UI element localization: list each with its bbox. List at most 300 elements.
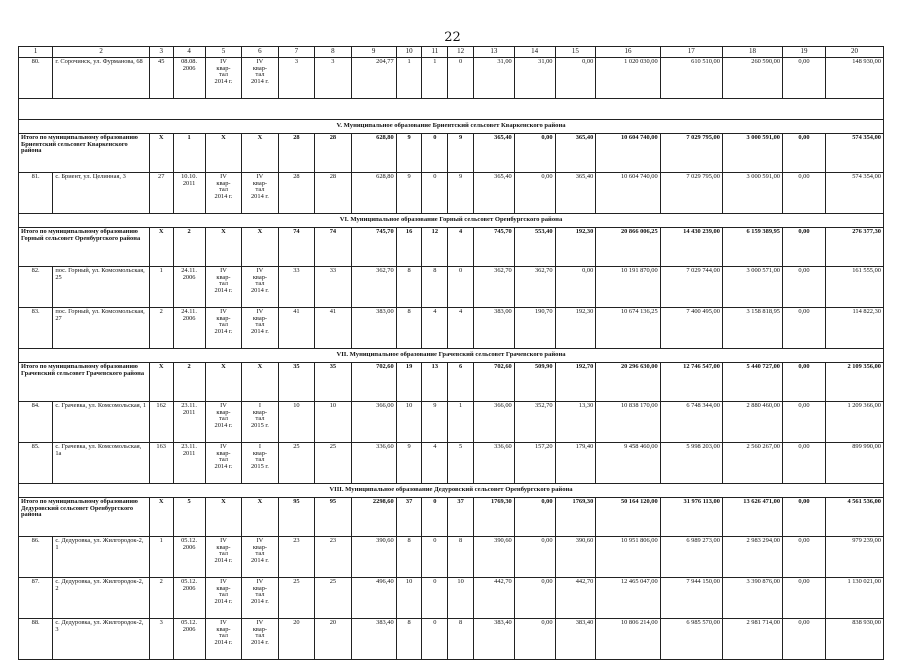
- cell-value: 0: [422, 173, 448, 214]
- cell-value: 23: [278, 537, 314, 578]
- quarter-line: тал: [218, 456, 228, 464]
- cell-value: 442,70: [555, 578, 596, 619]
- cell-value: 2 560 267,00: [722, 443, 782, 484]
- row-number: 86.: [19, 537, 53, 578]
- subtotal-value: 19: [396, 363, 422, 402]
- subtotal-value: 553,40: [514, 228, 555, 267]
- cell-value: 31,00: [514, 58, 555, 99]
- cell-value: 3 390 876,00: [722, 578, 782, 619]
- date-cell: 05.12. 2006: [173, 537, 205, 578]
- row-number: 87.: [19, 578, 53, 619]
- cell-value: 366,00: [473, 402, 514, 443]
- quarter-line: IV: [220, 443, 227, 450]
- quarter-cell: [242, 537, 278, 578]
- cell-value: 390,60: [351, 537, 396, 578]
- quarter-line: IV: [256, 173, 264, 180]
- quarter-cell: [205, 173, 241, 214]
- col-header: 13: [473, 47, 514, 58]
- quarter-line: тал: [218, 632, 228, 640]
- cell-value: 5 998 203,00: [660, 443, 722, 484]
- cell-value: 12 465 047,00: [596, 578, 660, 619]
- quarter-cell: [242, 443, 278, 484]
- cell-value: 3: [278, 58, 314, 99]
- cell-value: 20: [278, 619, 314, 660]
- section-heading: VII. Муниципальное образование Грачевский сельсовет Грачевского района: [19, 349, 884, 363]
- quarter-line: 2014 г.: [250, 557, 269, 565]
- col-header: 20: [825, 47, 883, 58]
- cell-value: 10: [278, 402, 314, 443]
- section-heading: VI. Муниципальное образование Горный сельсовет Оренбургского района: [19, 214, 884, 228]
- cell-value: 496,40: [351, 578, 396, 619]
- address-cell: пос. Горный, ул. Комсомольская, 25: [53, 267, 150, 308]
- subtotal-value: 0,00: [783, 498, 826, 537]
- subtotal-label: Итого по муниципальному образованию Дедуровский сельсовет Оренбургского района: [19, 498, 150, 537]
- quarter-line: квар-: [216, 584, 231, 592]
- cell-value: 0,00: [555, 267, 596, 308]
- subtotal-value: 5: [173, 498, 205, 537]
- subtotal-value: 2298,60: [351, 498, 396, 537]
- subtotal-value: 12: [422, 228, 448, 267]
- subtotal-value: 35: [278, 363, 314, 402]
- date-cell: 05.12. 2006: [173, 578, 205, 619]
- cell-value: 383,40: [555, 619, 596, 660]
- column-number-row: [19, 47, 884, 58]
- table-row: [19, 537, 884, 578]
- quarter-line: 2014 г.: [250, 193, 269, 201]
- subtotal-value: X: [205, 134, 241, 173]
- subtotal-value: 95: [278, 498, 314, 537]
- quarter-cell: [205, 402, 241, 443]
- quarter-cell: [242, 308, 278, 349]
- cell-value: 5: [448, 443, 474, 484]
- cell-value: 10: [396, 578, 422, 619]
- cell-value: 8: [396, 537, 422, 578]
- date-cell: 24.11. 2006: [173, 267, 205, 308]
- quarter-cell: [242, 58, 278, 99]
- row-number: 82.: [19, 267, 53, 308]
- cell-value: 979 239,00: [825, 537, 883, 578]
- quarter-cell: [205, 578, 241, 619]
- cell-value: 9: [422, 402, 448, 443]
- cell-value: 148 930,00: [825, 58, 883, 99]
- cell-value: 2: [149, 308, 173, 349]
- cell-value: 9: [396, 443, 422, 484]
- section-heading-row: [19, 484, 884, 498]
- quarter-line: квар-: [216, 179, 231, 187]
- col-header: 7: [278, 47, 314, 58]
- cell-value: 1: [448, 402, 474, 443]
- subtotal-value: 745,70: [473, 228, 514, 267]
- subtotal-value: X: [242, 134, 278, 173]
- subtotal-value: X: [242, 363, 278, 402]
- subtotal-value: 14 430 239,00: [660, 228, 722, 267]
- quarter-line: квар-: [252, 408, 268, 416]
- cell-value: 2 880 460,00: [722, 402, 782, 443]
- quarter-line: квар-: [216, 273, 231, 281]
- quarter-line: квар-: [252, 179, 268, 187]
- quarter-line: квар-: [216, 449, 231, 457]
- quarter-line: тал: [218, 591, 228, 599]
- cell-value: 383,00: [351, 308, 396, 349]
- cell-value: 8: [396, 267, 422, 308]
- quarter-line: I: [258, 402, 261, 409]
- quarter-line: 2014 г.: [214, 78, 233, 86]
- cell-value: 628,80: [351, 173, 396, 214]
- cell-value: 0,00: [783, 619, 826, 660]
- quarter-line: 2014 г.: [214, 422, 233, 430]
- cell-value: 179,40: [555, 443, 596, 484]
- cell-value: 41: [315, 308, 351, 349]
- cell-value: 9: [396, 173, 422, 214]
- cell-value: 390,60: [473, 537, 514, 578]
- quarter-line: I: [258, 443, 261, 450]
- date-cell: 10.10. 2011: [173, 173, 205, 214]
- subtotal-value: 28: [278, 134, 314, 173]
- subtotal-value: 95: [315, 498, 351, 537]
- table-row: [19, 267, 884, 308]
- cell-value: 0,00: [783, 308, 826, 349]
- blank-row: [19, 99, 884, 120]
- quarter-line: IV: [220, 578, 227, 585]
- cell-value: 0,00: [555, 58, 596, 99]
- quarter-line: квар-: [252, 625, 268, 633]
- cell-value: 10 838 170,00: [596, 402, 660, 443]
- cell-value: 10 191 870,00: [596, 267, 660, 308]
- subtotal-row: [19, 228, 884, 267]
- cell-value: 1 209 366,00: [825, 402, 883, 443]
- cell-value: 3 000 571,00: [722, 267, 782, 308]
- cell-value: 10 604 740,00: [596, 173, 660, 214]
- subtotal-value: 37: [448, 498, 474, 537]
- cell-value: 33: [278, 267, 314, 308]
- cell-value: 41: [278, 308, 314, 349]
- cell-value: 0,00: [783, 267, 826, 308]
- row-number: 81.: [19, 173, 53, 214]
- cell-value: 4: [422, 308, 448, 349]
- cell-value: 2 981 714,00: [722, 619, 782, 660]
- subtotal-value: 365,40: [555, 134, 596, 173]
- cell-value: 0,00: [783, 578, 826, 619]
- address-cell: с. Грачевка, ул. Комсомольская, 1а: [53, 443, 150, 484]
- quarter-line: тал: [255, 632, 265, 640]
- cell-value: 352,70: [514, 402, 555, 443]
- date-cell: 23.11. 2011: [173, 443, 205, 484]
- subtotal-value: 20 866 006,25: [596, 228, 660, 267]
- cell-value: 390,60: [555, 537, 596, 578]
- subtotal-value: 192,30: [555, 228, 596, 267]
- address-cell: с. Бриент, ул. Целинная, 3: [53, 173, 150, 214]
- quarter-line: тал: [255, 415, 265, 423]
- quarter-line: IV: [220, 173, 227, 180]
- quarter-cell: [205, 58, 241, 99]
- col-header: 19: [783, 47, 826, 58]
- section-heading: VIII. Муниципальное образование Дедуровский сельсовет Оренбургского района: [19, 484, 884, 498]
- cell-value: 8: [448, 619, 474, 660]
- quarter-line: квар-: [252, 584, 268, 592]
- quarter-line: тал: [255, 280, 265, 288]
- subtotal-value: 0,00: [514, 134, 555, 173]
- subtotal-value: 0,00: [514, 498, 555, 537]
- cell-value: 7 400 495,00: [660, 308, 722, 349]
- subtotal-value: X: [149, 228, 173, 267]
- subtotal-value: 3 000 591,00: [722, 134, 782, 173]
- quarter-line: тал: [218, 280, 228, 288]
- table-row: [19, 58, 884, 99]
- section-heading-row: [19, 120, 884, 134]
- subtotal-value: 2: [173, 228, 205, 267]
- cell-value: 192,30: [555, 308, 596, 349]
- cell-value: 1: [422, 58, 448, 99]
- cell-value: 161 555,00: [825, 267, 883, 308]
- cell-value: 45: [149, 58, 173, 99]
- page-number: 22: [444, 30, 461, 45]
- cell-value: 4: [448, 308, 474, 349]
- quarter-line: квар-: [252, 449, 268, 457]
- subtotal-label: Итого по муниципальному образованию Грачевский сельсовет Грачевского района: [19, 363, 150, 402]
- cell-value: 3: [315, 58, 351, 99]
- cell-value: 365,40: [473, 173, 514, 214]
- table-row: [19, 308, 884, 349]
- cell-value: 3 000 591,00: [722, 173, 782, 214]
- quarter-line: 2014 г.: [214, 463, 233, 471]
- quarter-line: 2015 г.: [250, 422, 269, 430]
- cell-value: 7 944 150,00: [660, 578, 722, 619]
- cell-value: 6 985 570,00: [660, 619, 722, 660]
- quarter-line: 2014 г.: [214, 598, 233, 606]
- quarter-line: IV: [220, 267, 227, 274]
- cell-value: 10: [396, 402, 422, 443]
- cell-value: 1: [396, 58, 422, 99]
- subtotal-value: 37: [396, 498, 422, 537]
- quarter-line: 2014 г.: [250, 287, 269, 295]
- quarter-line: квар-: [216, 543, 231, 551]
- quarter-line: тал: [218, 321, 228, 329]
- subtotal-row: [19, 363, 884, 402]
- quarter-cell: [205, 267, 241, 308]
- subtotal-value: X: [242, 228, 278, 267]
- subtotal-value: X: [149, 134, 173, 173]
- subtotal-label: Итого по муниципальному образованию Бриентский сельсовет Кваркенского района: [19, 134, 150, 173]
- col-header: 2: [53, 47, 150, 58]
- cell-value: 0: [448, 267, 474, 308]
- cell-value: 838 930,00: [825, 619, 883, 660]
- address-cell: пос. Горный, ул. Комсомольская, 27: [53, 308, 150, 349]
- quarter-line: 2014 г.: [214, 287, 233, 295]
- cell-value: 366,00: [351, 402, 396, 443]
- quarter-line: 2014 г.: [250, 328, 269, 336]
- subtotal-value: 702,60: [473, 363, 514, 402]
- cell-value: 260 590,00: [722, 58, 782, 99]
- subtotal-value: 31 976 113,00: [660, 498, 722, 537]
- quarter-line: тал: [255, 550, 265, 558]
- cell-value: 20: [315, 619, 351, 660]
- quarter-line: IV: [256, 308, 264, 315]
- subtotal-value: 0,00: [783, 228, 826, 267]
- subtotal-value: 0: [422, 134, 448, 173]
- quarter-line: IV: [256, 537, 264, 544]
- subtotal-value: 13 626 471,00: [722, 498, 782, 537]
- quarter-line: 2014 г.: [214, 557, 233, 565]
- subtotal-value: 4: [448, 228, 474, 267]
- cell-value: 610 510,00: [660, 58, 722, 99]
- cell-value: 0,00: [783, 537, 826, 578]
- cell-value: 10 951 806,00: [596, 537, 660, 578]
- col-header: 11: [422, 47, 448, 58]
- cell-value: 1: [149, 537, 173, 578]
- subtotal-value: 20 296 630,00: [596, 363, 660, 402]
- subtotal-value: 702,60: [351, 363, 396, 402]
- cell-value: 0: [448, 58, 474, 99]
- cell-value: 33: [315, 267, 351, 308]
- subtotal-value: 16: [396, 228, 422, 267]
- quarter-line: тал: [218, 415, 228, 423]
- cell-value: 3 158 818,95: [722, 308, 782, 349]
- quarter-line: 2014 г.: [250, 598, 269, 606]
- subtotal-value: 0,00: [783, 134, 826, 173]
- quarter-cell: [242, 267, 278, 308]
- subtotal-value: 365,40: [473, 134, 514, 173]
- quarter-line: IV: [256, 578, 264, 585]
- quarter-line: 2014 г.: [214, 328, 233, 336]
- subtotal-value: 9: [396, 134, 422, 173]
- col-header: 4: [173, 47, 205, 58]
- quarter-cell: [205, 537, 241, 578]
- subtotal-value: 9: [448, 134, 474, 173]
- quarter-line: 2014 г.: [250, 78, 269, 86]
- cell-value: 1: [149, 267, 173, 308]
- quarter-line: квар-: [252, 64, 268, 72]
- date-cell: 24.11. 2006: [173, 308, 205, 349]
- quarter-line: тал: [255, 456, 265, 464]
- cell-value: 336,60: [473, 443, 514, 484]
- row-number: 80.: [19, 58, 53, 99]
- subtotal-value: 1769,30: [555, 498, 596, 537]
- cell-value: 383,40: [473, 619, 514, 660]
- date-cell: 08.08. 2006: [173, 58, 205, 99]
- address-cell: с. Дедуровка, ул. Жилгородок-2, 2: [53, 578, 150, 619]
- table-row: [19, 173, 884, 214]
- subtotal-value: 5 440 727,00: [722, 363, 782, 402]
- cell-value: 163: [149, 443, 173, 484]
- col-header: 14: [514, 47, 555, 58]
- quarter-line: IV: [256, 58, 264, 65]
- cell-value: 336,60: [351, 443, 396, 484]
- subtotal-label: Итого по муниципальному образованию Горный сельсовет Оренбургского района: [19, 228, 150, 267]
- date-cell: 05.12. 2006: [173, 619, 205, 660]
- col-header: 1: [19, 47, 53, 58]
- subtotal-value: 1: [173, 134, 205, 173]
- subtotal-value: 574 354,00: [825, 134, 883, 173]
- address-cell: с. Дедуровка, ул. Жилгородок-2, 1: [53, 537, 150, 578]
- section-heading: V. Муниципальное образование Бриентский сельсовет Кваркенского района: [19, 120, 884, 134]
- subtotal-value: X: [205, 363, 241, 402]
- col-header: 10: [396, 47, 422, 58]
- quarter-cell: [242, 402, 278, 443]
- row-number: 84.: [19, 402, 53, 443]
- subtotal-value: X: [205, 498, 241, 537]
- cell-value: 0,00: [783, 443, 826, 484]
- cell-value: 383,00: [473, 308, 514, 349]
- cell-value: 1 130 021,00: [825, 578, 883, 619]
- address-cell: г. Сорочинск, ул. Фурманова, 68: [53, 58, 150, 99]
- cell-value: 4: [422, 443, 448, 484]
- table-row: [19, 619, 884, 660]
- quarter-line: квар-: [216, 314, 231, 322]
- quarter-line: квар-: [252, 273, 268, 281]
- section-heading-row: [19, 349, 884, 363]
- cell-value: 0,00: [783, 58, 826, 99]
- cell-value: 362,70: [351, 267, 396, 308]
- cell-value: 25: [315, 578, 351, 619]
- cell-value: 114 822,30: [825, 308, 883, 349]
- subtotal-value: 1769,30: [473, 498, 514, 537]
- quarter-line: 2014 г.: [214, 639, 233, 647]
- subtotal-row: [19, 134, 884, 173]
- quarter-cell: [242, 578, 278, 619]
- subtotal-value: 2 109 356,00: [825, 363, 883, 402]
- quarter-line: IV: [220, 537, 227, 544]
- address-cell: с. Дедуровка, ул. Жилгородок-2, 3: [53, 619, 150, 660]
- col-header: 12: [448, 47, 474, 58]
- cell-value: 6 989 273,00: [660, 537, 722, 578]
- address-cell: с. Грачевка, ул. Комсомольская, 1: [53, 402, 150, 443]
- cell-value: 0,00: [783, 402, 826, 443]
- housing-program-table: [18, 46, 884, 660]
- cell-value: 23: [315, 537, 351, 578]
- section-heading-row: [19, 214, 884, 228]
- cell-value: 25: [278, 578, 314, 619]
- subtotal-value: 13: [422, 363, 448, 402]
- quarter-line: IV: [220, 402, 227, 409]
- subtotal-value: 35: [315, 363, 351, 402]
- cell-value: 27: [149, 173, 173, 214]
- cell-value: 3: [149, 619, 173, 660]
- quarter-line: IV: [256, 619, 264, 626]
- cell-value: 9: [448, 173, 474, 214]
- table-row: [19, 578, 884, 619]
- subtotal-value: 0,00: [783, 363, 826, 402]
- row-number: 88.: [19, 619, 53, 660]
- subtotal-value: 10 604 740,00: [596, 134, 660, 173]
- subtotal-row: [19, 498, 884, 537]
- cell-value: 442,70: [473, 578, 514, 619]
- cell-value: 8: [396, 308, 422, 349]
- subtotal-value: X: [149, 363, 173, 402]
- cell-value: 10 674 136,25: [596, 308, 660, 349]
- col-header: 17: [660, 47, 722, 58]
- col-header: 16: [596, 47, 660, 58]
- cell-value: 365,40: [555, 173, 596, 214]
- row-number: 83.: [19, 308, 53, 349]
- quarter-line: квар-: [216, 408, 231, 416]
- quarter-cell: [205, 443, 241, 484]
- quarter-line: тал: [218, 71, 228, 79]
- cell-value: 25: [278, 443, 314, 484]
- subtotal-value: 7 029 795,00: [660, 134, 722, 173]
- cell-value: 8: [422, 267, 448, 308]
- quarter-cell: [205, 619, 241, 660]
- subtotal-value: X: [242, 498, 278, 537]
- cell-value: 0,00: [514, 537, 555, 578]
- cell-value: 899 990,00: [825, 443, 883, 484]
- cell-value: 7 029 744,00: [660, 267, 722, 308]
- row-number: 85.: [19, 443, 53, 484]
- subtotal-value: X: [205, 228, 241, 267]
- col-header: 3: [149, 47, 173, 58]
- cell-value: 28: [278, 173, 314, 214]
- quarter-line: квар-: [216, 64, 231, 72]
- quarter-line: 2014 г.: [214, 193, 233, 201]
